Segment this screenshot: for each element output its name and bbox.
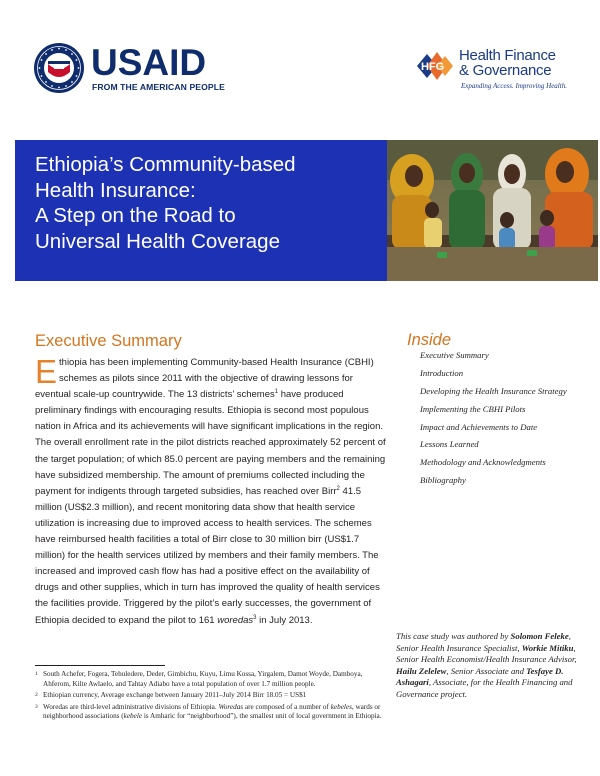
author-intro: This case study was authored by bbox=[396, 631, 511, 641]
author-name: Workie Mitiku bbox=[521, 642, 574, 653]
footnote-text: is Amharic for “neighborhood”), the smallest unit of local government in Ethiopia. bbox=[142, 712, 382, 721]
footnote-1 bbox=[35, 670, 387, 689]
title-line-2: Health Insurance: bbox=[35, 178, 196, 202]
document-title bbox=[35, 152, 385, 254]
toc-item-bibliography: Bibliography bbox=[420, 475, 466, 486]
footnote-divider bbox=[35, 665, 165, 666]
footnote-italic: Woredas bbox=[218, 702, 244, 711]
footnote-text: , wards or neighborhood associations ( bbox=[43, 702, 381, 721]
summary-text-4: in July 2013. bbox=[256, 614, 313, 626]
toc-item-executive-summary: Executive Summary bbox=[420, 350, 489, 360]
footnote-number: 1 bbox=[35, 671, 38, 677]
toc-item-introduction: Introduction bbox=[420, 367, 464, 378]
executive-summary-heading: Executive Summary bbox=[35, 332, 182, 350]
summary-text-3: 41.5 million (US$2.3 million), and recent monitoring data show that health service utilization is increasing due to improved access to health services. The schemes have reimbursed health facilities a total of Birr close to 30 million birr (US$1.7 million) for the health services utilized by members and their family members. The increased and improved cash flow has had a positive effect on the availability of drugs and other supplies, which in turn has improved the quality of health services the facilities provide. Triggered by the pilot’s early successes, the government of Ethiopia decided to expand the pilot to 161 bbox=[35, 485, 380, 626]
executive-summary-body bbox=[35, 355, 389, 629]
usaid-seal-icon bbox=[33, 42, 85, 94]
author-role: , Senior Health Economist/Health Insurance Advisor, bbox=[396, 642, 577, 664]
women-and-children-photo bbox=[387, 140, 598, 281]
toc-item-developing-strategy: Developing the Health Insurance Strategy bbox=[420, 385, 567, 396]
toc-item-implementing-pilots: Implementing the CBHI Pilots bbox=[420, 403, 526, 414]
hfg-diamond-icon bbox=[413, 46, 461, 86]
toc-item-lessons-learned: Lessons Learned bbox=[420, 439, 479, 450]
footnote-2 bbox=[35, 691, 387, 701]
footnote-number: 2 bbox=[35, 692, 38, 699]
hfg-logo bbox=[413, 44, 578, 94]
title-line-4: Universal Health Coverage bbox=[35, 229, 280, 253]
toc-item-methodology: Methodology and Acknowledgments bbox=[420, 457, 546, 468]
author-credits bbox=[396, 631, 586, 700]
title-line-3: A Step on the Road to bbox=[35, 204, 236, 227]
author-role: , Senior Health Insurance Specialist, bbox=[396, 631, 571, 653]
summary-italic-woredas: woredas bbox=[217, 614, 254, 626]
footnote-text: Ethiopian currency, Average exchange between January 2011–July 2014 Birr 18.05 = US$1 bbox=[43, 691, 307, 700]
svg-text:HFG: HFG bbox=[421, 61, 445, 73]
drop-cap: E bbox=[35, 353, 58, 390]
footnote-ref-1: 1 bbox=[274, 389, 279, 396]
table-of-contents bbox=[420, 350, 595, 493]
footnote-text: Woredas are third-level administrative divisions of Ethiopia. bbox=[43, 702, 219, 711]
summary-text-1: thiopia has been implementing Community-based Health Insurance (CBHI) schemes as pilots since 2011 with the objective of drawing lessons for eventual scale-up countrywide. The 13 districts’ schemes bbox=[35, 357, 374, 401]
footnote-text: are composed of a number of bbox=[243, 702, 331, 711]
usaid-wordmark: USAID bbox=[91, 42, 207, 83]
footnotes bbox=[35, 670, 387, 724]
author-name: Tesfaye D. Ashagari bbox=[396, 665, 564, 687]
author-role: , Senior Associate and bbox=[446, 665, 527, 676]
usaid-tagline: FROM THE AMERICAN PEOPLE bbox=[92, 82, 225, 92]
inside-heading: Inside bbox=[407, 331, 452, 349]
usaid-logo bbox=[33, 42, 225, 100]
summary-text-2: have produced preliminary findings with encouraging results. Ethiopia is second most populous nation in Africa and its achievements will have significant implications in the region. The overall enrollment rate in the pilot districts reached approximately 52 percent of the target population; of which 85.0 percent are paying members and the remaining have subsidized membership. The amount of premiums collected including the payment for indigents through targeted subsidies, has reached over Birr bbox=[35, 389, 386, 497]
hfg-name-line2: & Governance bbox=[459, 62, 552, 79]
title-line-1: Ethiopia’s Community-based bbox=[35, 153, 296, 176]
hfg-name-line1: Health Finance bbox=[459, 47, 556, 64]
footnote-text: South Achefer, Fogera, Tehuledere, Deder, Gimbichu, Kuyu, Limu Kossa, Yirgalem, Damot Woyde, Damboya, Ahferom, Kilte Awlaelo, and Tahtay Adiabo have a total population of over 1.7 million people. bbox=[43, 670, 363, 688]
toc-item-impact: Impact and Achievements to Date bbox=[420, 421, 538, 432]
footnote-number: 3 bbox=[35, 703, 38, 710]
footnote-ref-3: 3 bbox=[253, 614, 257, 621]
footnote-ref-2: 2 bbox=[336, 485, 340, 492]
author-name: Hailu Zelelew bbox=[396, 665, 447, 676]
footnote-italic: kebele bbox=[123, 712, 143, 721]
footnote-italic: kebeles bbox=[330, 702, 352, 711]
author-name: Solomon Feleke bbox=[510, 631, 569, 641]
hfg-tagline: Expanding Access. Improving Health. bbox=[461, 82, 567, 90]
footnote-3 bbox=[35, 703, 387, 722]
author-role: , Associate, for the Health Financing and Governance project. bbox=[396, 677, 573, 699]
